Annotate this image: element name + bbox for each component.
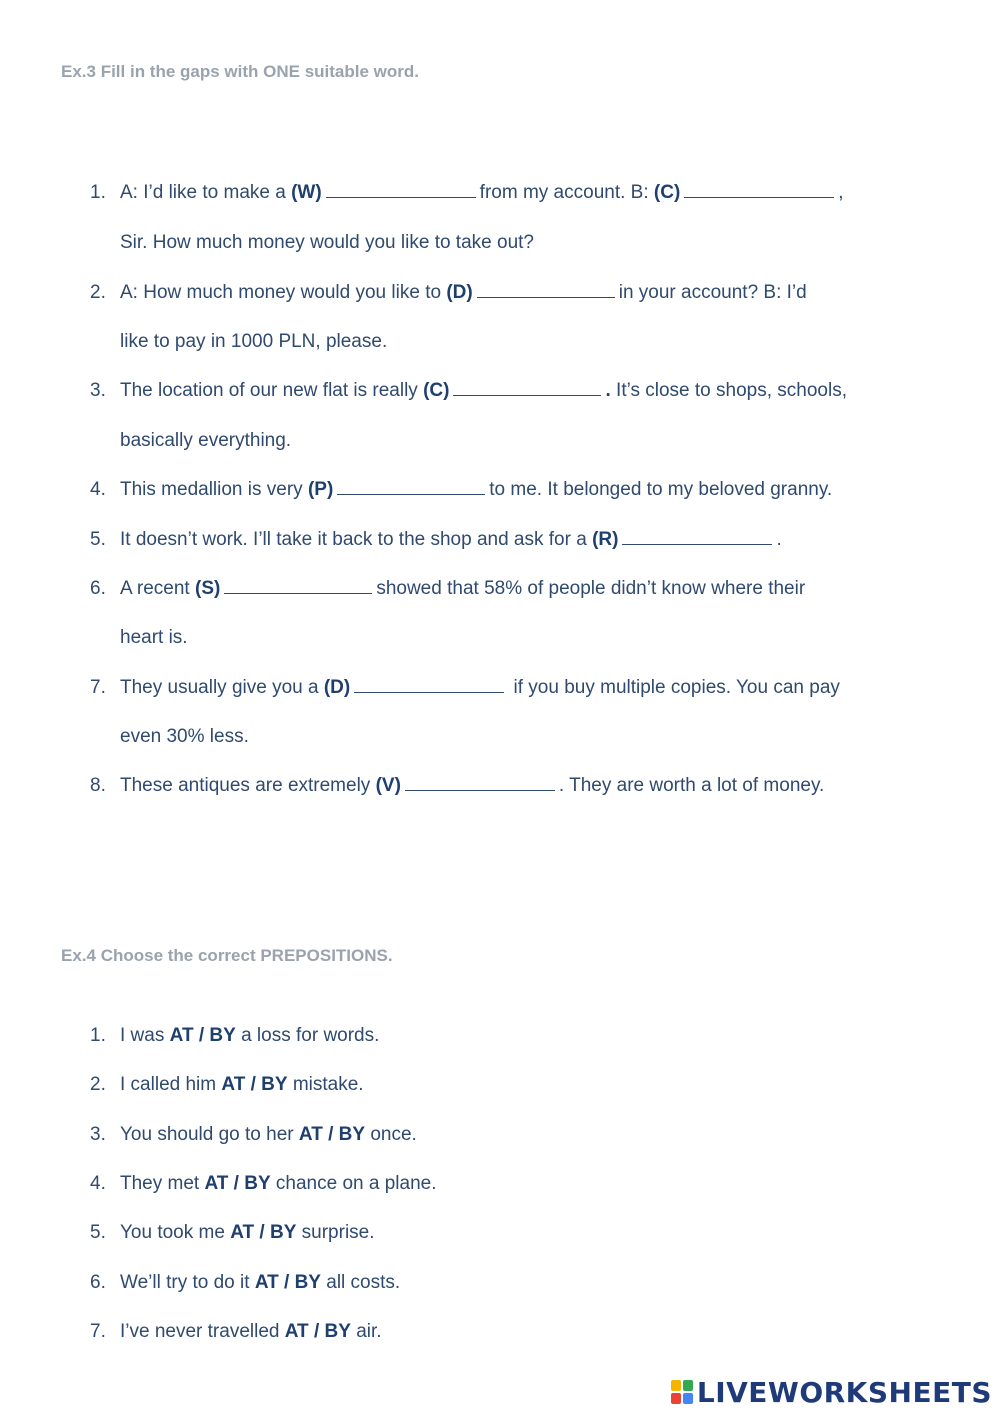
logo-text: LIVEWORKSHEETS <box>696 1375 992 1409</box>
item-text: A recent (S) showed that 58% of people didn’t know where their <box>120 578 806 599</box>
item-number: 2. <box>90 1074 106 1095</box>
item-number: 6. <box>90 1272 106 1293</box>
item-text: The location of our new flat is really (C) . It’s close to shops, schools, <box>120 380 847 401</box>
item-number: 1. <box>90 1025 106 1046</box>
preposition-choice[interactable]: AT / BY <box>169 1025 236 1046</box>
preposition-choice[interactable]: AT / BY <box>298 1124 366 1145</box>
item-text: It doesn’t work. I’ll take it back to the shop and ask for a (R) . <box>120 529 782 550</box>
item-number: 4. <box>90 1173 106 1194</box>
item-text: This medallion is very (P) to me. It belonged to my beloved granny. <box>120 479 833 500</box>
item-number: 5. <box>90 1222 106 1243</box>
item-text: We’ll try to do it AT / BY all costs. <box>120 1272 401 1293</box>
item-text: These antiques are extremely (V) . They are worth a lot of money. <box>120 775 825 796</box>
item-number: 4. <box>90 479 106 500</box>
item-text-cont: basically everything. <box>120 430 292 451</box>
preposition-choice[interactable]: AT / BY <box>254 1272 321 1293</box>
item-text: I’ve never travelled AT / BY air. <box>120 1321 382 1342</box>
liveworksheets-mark-icon <box>671 1380 693 1404</box>
item-text: They met AT / BY chance on a plane. <box>120 1173 437 1194</box>
item-text: They usually give you a (D) if you buy multiple copies. You can pay <box>120 677 840 698</box>
item-number: 7. <box>90 677 106 698</box>
item-number: 6. <box>90 578 106 599</box>
ex4-heading: Ex.4 Choose the correct PREPOSITIONS. <box>61 946 393 965</box>
item-number: 1. <box>90 182 106 203</box>
gap-blank[interactable] <box>224 579 372 594</box>
preposition-choice[interactable]: AT / BY <box>284 1321 351 1342</box>
gap-blank[interactable] <box>337 480 485 495</box>
gap-blank[interactable] <box>453 381 601 396</box>
gap-blank[interactable] <box>354 678 504 693</box>
liveworksheets-logo <box>671 1374 992 1410</box>
item-text-cont: like to pay in 1000 PLN, please. <box>120 331 388 352</box>
item-text: I was AT / BY a loss for words. <box>120 1025 380 1046</box>
item-text: A: How much money would you like to (D) in your account? B: I’d <box>120 282 807 303</box>
item-number: 5. <box>90 529 106 550</box>
item-text: I called him AT / BY mistake. <box>120 1074 364 1095</box>
item-number: 3. <box>90 1124 106 1145</box>
preposition-choice[interactable]: AT / BY <box>204 1173 271 1194</box>
item-number: 7. <box>90 1321 106 1342</box>
gap-blank[interactable] <box>477 283 615 298</box>
item-text-cont: Sir. How much money would you like to take out? <box>120 232 534 253</box>
item-text: You should go to her AT / BY once. <box>120 1124 417 1145</box>
gap-blank[interactable] <box>622 530 772 545</box>
gap-blank[interactable] <box>684 183 834 198</box>
item-text: A: I’d like to make a (W) from my account. B: (C) , <box>120 182 844 203</box>
item-text: You took me AT / BY surprise. <box>120 1222 375 1243</box>
item-number: 3. <box>90 380 106 401</box>
gap-blank[interactable] <box>326 183 476 198</box>
preposition-choice[interactable]: AT / BY <box>221 1074 288 1095</box>
item-number: 8. <box>90 775 106 796</box>
ex3-heading: Ex.3 Fill in the gaps with ONE suitable word. <box>61 62 419 81</box>
item-text-cont: even 30% less. <box>120 726 249 747</box>
preposition-choice[interactable]: AT / BY <box>230 1222 297 1243</box>
item-number: 2. <box>90 282 106 303</box>
item-text-cont: heart is. <box>120 627 188 648</box>
gap-blank[interactable] <box>405 776 555 791</box>
